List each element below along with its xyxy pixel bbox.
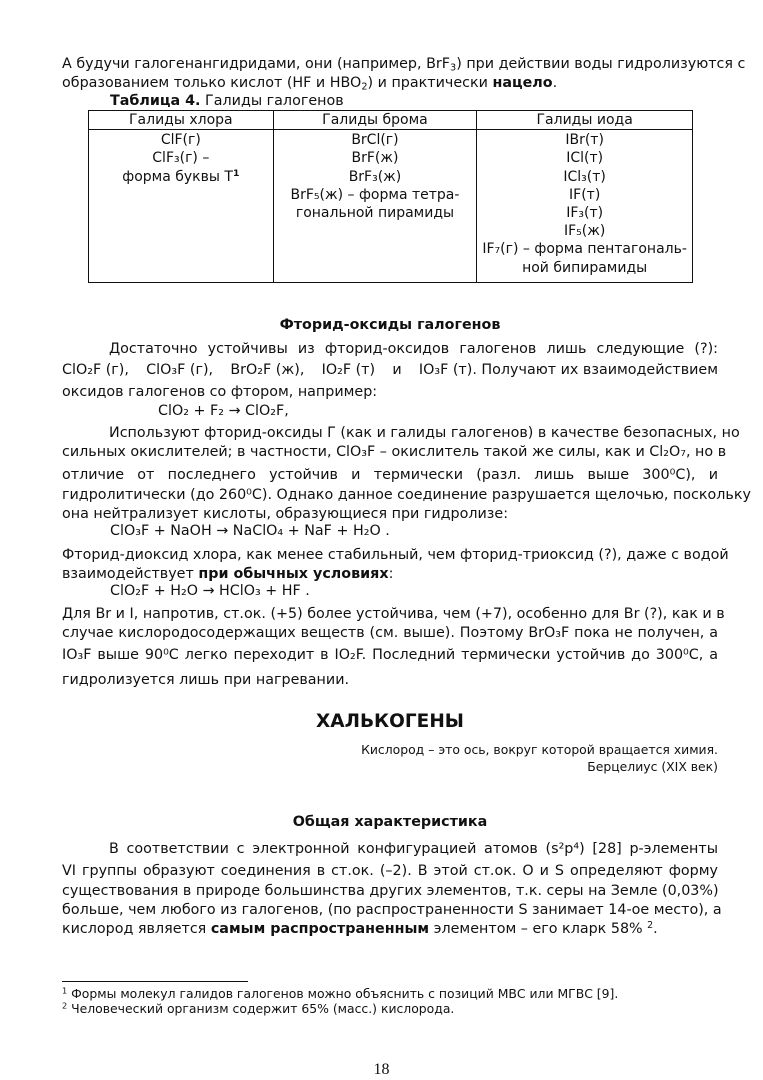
paragraph-line: оксидов галогенов со фтором, например:	[62, 384, 378, 400]
cell-line: BrCl(г)	[351, 132, 399, 149]
text: и	[392, 362, 402, 378]
caption-text: Галиды галогенов	[200, 93, 344, 109]
header-bromine: Галиды брома	[273, 111, 477, 130]
table-row	[89, 130, 693, 283]
bold-text: при обычных условиях	[198, 566, 389, 582]
intro-line-1	[62, 55, 746, 74]
header-chlorine: Галиды хлора	[89, 111, 274, 130]
text: . Получают их взаимодействием	[472, 362, 718, 378]
epigraph-author: Берцелиус (XIX век)	[587, 759, 718, 774]
text: .	[552, 75, 558, 91]
table-caption	[110, 92, 344, 111]
text: , но в	[685, 444, 727, 460]
text: взаимодействует	[62, 566, 199, 582]
compounds-line	[62, 361, 718, 380]
footnote-1	[62, 986, 618, 1002]
cell-line: IF(т)	[569, 186, 601, 203]
equation-3: ClO₂F + H₂O → HClO₃ + HF .	[110, 583, 310, 599]
footnote-ref[interactable]: 2	[647, 919, 654, 931]
text: сильных окислителей; в частности,	[62, 444, 337, 460]
paragraph-line: Фторид-диоксид хлора, как менее стабильный, чем фторид-триоксид (?), даже с водой	[62, 547, 729, 563]
compound: BrO₂F (ж),	[230, 362, 305, 378]
paragraph-line: существования в природе большинства других элементов, т.к. серы на Земле (0,03%)	[62, 883, 719, 899]
section-title-general: Общая характеристика	[292, 814, 488, 830]
text: форма буквы Т	[122, 168, 233, 185]
text: образованием только кислот (HF и HBO	[62, 75, 362, 91]
text: элементом – его кларк 58%	[429, 921, 648, 937]
text: А будучи галогенангидридами, они (например, BrF	[62, 56, 451, 72]
text: .	[653, 921, 658, 937]
cell-chlorine-halides	[89, 130, 274, 283]
chapter-title: ХАЛЬКОГЕНЫ	[316, 711, 464, 732]
caption-label: Таблица 4.	[110, 93, 201, 109]
compound: IO₃F (т)	[418, 362, 473, 378]
compound: ClO₂F (г),	[62, 362, 129, 378]
formula: ClO₃F	[336, 444, 376, 460]
subscript: 2	[361, 81, 368, 93]
bold-text: самым распространенным	[210, 921, 430, 937]
text: – окислитель такой же силы, как и	[375, 444, 650, 460]
compound: IO₂F (т)	[321, 362, 376, 378]
cell-line: гональной пирамиды	[295, 205, 455, 222]
cell-line: IF₅(ж)	[563, 223, 606, 240]
cell-line: ClF(г)	[160, 132, 201, 149]
cell-line: ICl(т)	[566, 150, 604, 167]
epigraph: Кислород – это ось, вокруг которой вращается химия.	[361, 742, 718, 757]
compound-with-tail	[419, 361, 718, 380]
bold-text: нацело	[492, 75, 553, 91]
paragraph-line: отличие от последнего устойчив и термически (разл. лишь выше 300⁰C), и	[62, 467, 718, 483]
header-iodine: Галиды иода	[477, 111, 693, 130]
section-title-fluoride-oxides: Фторид-оксиды галогенов	[279, 317, 501, 333]
cell-line: ной бипирамиды	[522, 259, 648, 276]
footnote-mark: 2	[62, 1000, 68, 1011]
cell-iodine-halides	[477, 130, 693, 283]
paragraph-line	[62, 443, 727, 462]
paragraph-line: Достаточно устойчивы из фторид-оксидов галогенов лишь следующие (?):	[109, 341, 718, 357]
equation-1: ClO₂ + F₂ → ClO₂F,	[158, 403, 289, 419]
paragraph-line: Используют фторид-оксиды Г (как и галиды галогенов) в качестве безопасных, но	[109, 425, 740, 441]
footnote-text: Формы молекул галидов галогенов можно объяснить с позиций МВС или МГВС [9].	[67, 986, 619, 1001]
paragraph-line: гидролизуется лишь при нагревании.	[62, 672, 350, 688]
text: кислород является	[62, 921, 211, 937]
paragraph-line: В соответствии с электронной конфигурацией атомов (s²p⁴) [28] p-элементы	[109, 841, 718, 857]
intro-line-2	[62, 74, 718, 93]
footnote-text: Человеческий организм содержит 65% (масс.) кислорода.	[67, 1001, 455, 1016]
paragraph-line	[62, 920, 718, 939]
text: :	[388, 566, 394, 582]
equation-2: ClO₃F + NaOH → NaClO₄ + NaF + H₂O .	[110, 523, 390, 539]
cell-line: ClF₃(г) –	[152, 150, 210, 167]
cell-line: BrF(ж)	[351, 150, 399, 167]
paragraph-line: Для Br и I, напротив, ст.ок. (+5) более устойчива, чем (+7), особенно для Br (?), как и в	[62, 606, 725, 622]
footnote-2	[62, 1001, 454, 1017]
table-header-row	[89, 111, 693, 130]
subscript: 3	[450, 62, 457, 74]
cell-line: IF₇(г) – форма пентагональ-	[482, 241, 687, 258]
cell-bromine-halides	[273, 130, 477, 283]
paragraph-line: VI группы образуют соединения в ст.ок. (–2). В этой ст.ок. О и S определяют форму	[62, 863, 718, 879]
cell-line: BrF₃(ж)	[348, 168, 402, 185]
text: ) и практически	[367, 75, 493, 91]
page-number: 18	[373, 1061, 390, 1078]
paragraph-line: гидролитически (до 260⁰С). Однако данное соединение разрушается щелочью, поскольку	[62, 487, 751, 503]
compound: ClO₃F (г),	[146, 362, 214, 378]
formula: Cl₂O₇	[649, 444, 686, 460]
cell-line: BrF₅(ж) – форма тетра-	[290, 186, 460, 203]
paragraph-line: она нейтрализует кислоты, образующиеся при гидролизе:	[62, 506, 509, 522]
footnote-mark: 1	[62, 985, 68, 996]
cell-line	[91, 168, 271, 186]
paragraph-line: случае кислородосодержащих веществ (см. выше). Поэтому BrO₃F пока не получен, а	[62, 625, 718, 641]
footnote-ref[interactable]: 1	[232, 167, 240, 179]
cell-line: ICl₃(т)	[563, 168, 606, 185]
paragraph-line: IO₃F выше 90⁰С легко переходит в IO₂F. Последний термически устойчив до 300⁰С, а	[62, 647, 718, 663]
footnote-divider	[62, 981, 248, 982]
cell-line: IF₃(т)	[566, 205, 604, 222]
halides-table	[88, 110, 693, 283]
cell-line: IBr(т)	[565, 132, 604, 149]
text: ) при действии воды гидролизуются с	[456, 56, 746, 72]
paragraph-line: больше, чем любого из галогенов, (по распространенности S занимает 14-ое место), а	[62, 902, 722, 918]
